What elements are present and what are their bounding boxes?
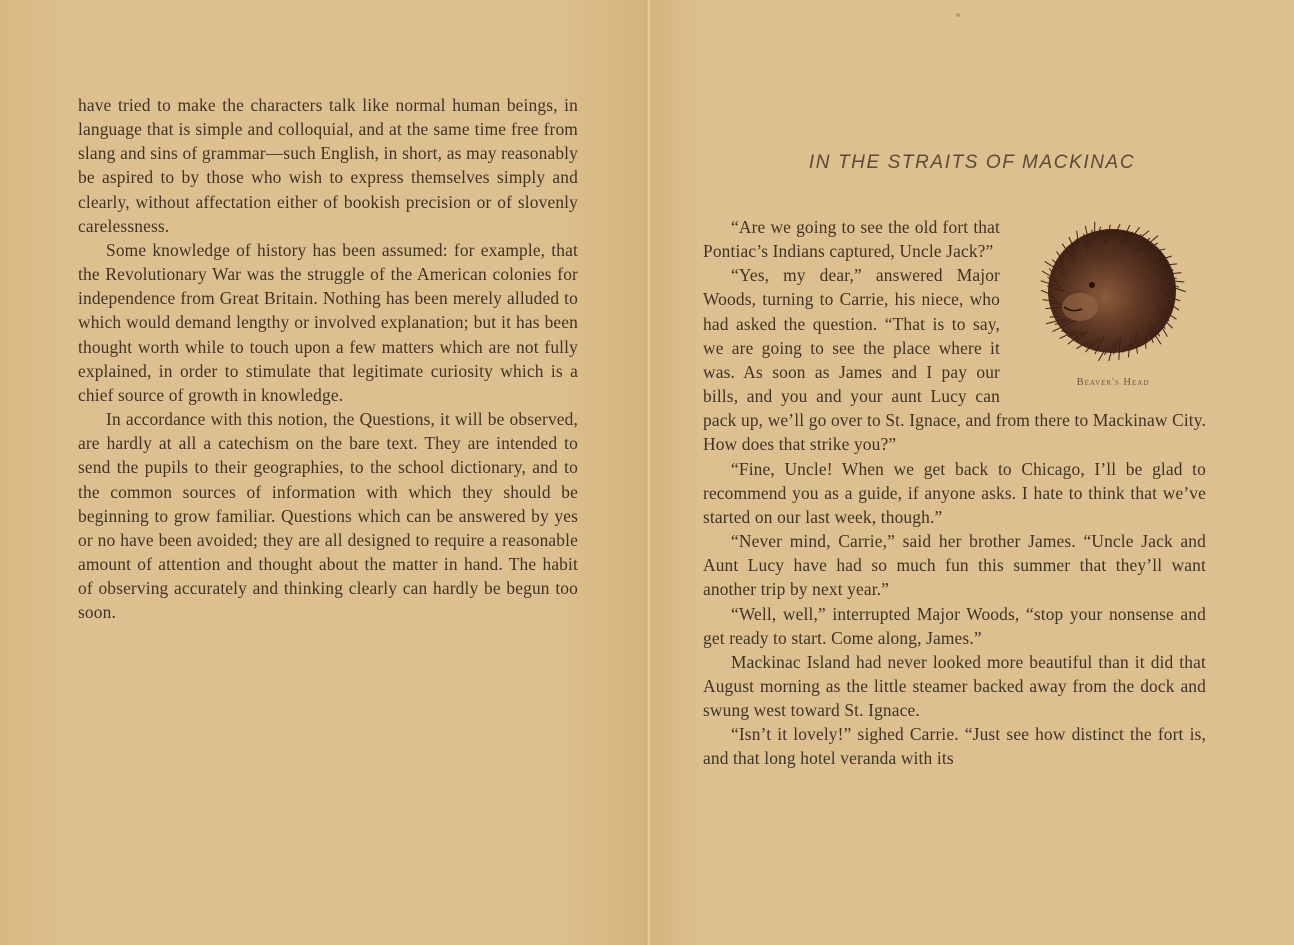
paper-speck [956,13,960,17]
paragraph: In accordance with this notion, the Questions, it will be observed, are hardly at all a catechism on the bare text. They are intended to send the pupils to their geographies, to the school dictionary, and to the common sources of information with which they should be beginning to grow familiar. Questions which can be answered by yes or no have been avoided; they are all designed to require a reasonable amount of attention and thought about the matter in hand. The habit of observing accurately and thinking clearly can hardly be begun too soon. [78,409,578,623]
paragraph: “Yes, my dear,” answered Major Woods, turning to Carrie, his niece, who had asked the question. “That is to say, we are going to see the place where it was. As soon as James and I pay our bills, and you and your aunt Lucy can pack up, we’ll go over to St. Ignace, and from there to Mackinaw City. How does that strike you?” [703,265,1206,455]
right-page [650,0,1294,945]
paragraph: “Fine, Uncle! When we get back to Chicago, I’ll be glad to recommend you as a guide, if anyone asks. I hate to think that we’ve started on our last week, though.” [703,458,1206,527]
beaver-head-illustration-icon [1020,215,1206,365]
paragraph: “Well, well,” interrupted Major Woods, “stop your nonsense and get ready to start. Come along, James.” [703,603,1206,648]
running-head: IN THE STRAITS OF MACKINAC [808,152,1136,173]
paragraph: Mackinac Island had never looked more beautiful than it did that August morning as the little steamer backed away from the dock and swung west toward St. Ignace. [703,651,1206,721]
figure-caption: Beaver's Head [1076,377,1150,388]
beaver-head-figure [1018,215,1208,399]
left-page-text [78,93,578,624]
paragraph: “Are we going to see the old fort that Pontiac’s Indians captured, Uncle Jack?” [703,217,1000,262]
right-page-text [703,215,1206,771]
paragraph: have tried to make the characters talk like normal human beings, in language that is simple and colloquial, and at the same time free from slang and sins of grammar—such English, in short, as may reasonably be aspired to by those who wish to express themselves simply and clearly, without affectation either of bookish precision or of slovenly carelessness. [78,95,578,236]
paragraph: Some knowledge of history has been assumed: for example, that the Revolutionary War was the struggle of the American colonies for independence from Great Britain. Nothing has been merely alluded to which would demand lengthy or involved explanation; but it has been thought worth while to touch upon a few matters which are not fully explained, in order to stimulate that legitimate curiosity which is a chief source of growth in knowledge. [78,239,578,405]
fur-stroke [1076,239,1077,248]
paragraph: “Isn’t it lovely!” sighed Carrie. “Just see how distinct the fort is, and that long hotel veranda with its [703,724,1206,769]
fur-stroke [1063,252,1064,257]
paragraph: “Never mind, Carrie,” said her brother James. “Uncle Jack and Aunt Lucy have had so much fun this summer that they’ll want another trip by next year.” [703,531,1206,600]
